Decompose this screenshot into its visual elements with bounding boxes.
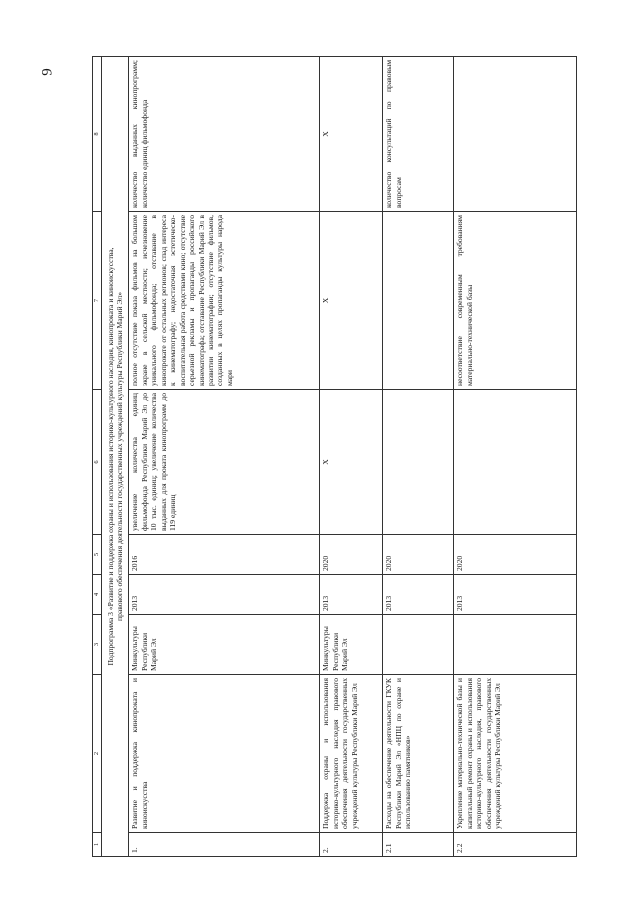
indicator: количество консультаций по правовым вопросам (383, 57, 454, 212)
executor (454, 615, 577, 675)
table-row (454, 57, 577, 857)
end-year: 2020 (383, 535, 454, 575)
start-year: 2013 (454, 575, 577, 615)
col-header-3: 3 (93, 615, 102, 675)
page-number: 9 (39, 68, 56, 76)
indicator: Х (320, 57, 383, 212)
executor: Минкультуры Республики Марий Эл (129, 615, 320, 675)
consequences: несоответствие современным требованиям материально-технической базы (454, 212, 577, 390)
executor (383, 615, 454, 675)
col-header-2: 2 (93, 675, 102, 833)
col-header-8: 8 (93, 57, 102, 212)
row-number: 2.2 (454, 833, 577, 857)
measure-name: Расходы на обеспечение деятельности ГКУК Республики Марий Эл «НПЦ по охране и использованию памятников» (383, 675, 454, 833)
subprogram-row (102, 57, 129, 857)
row-number: 2.1 (383, 833, 454, 857)
end-year: 2020 (320, 535, 383, 575)
consequences: Х (320, 212, 383, 390)
executor: Минкультуры Республики Марий Эл (320, 615, 383, 675)
col-header-5: 5 (93, 535, 102, 575)
column-number-row (93, 57, 102, 857)
subprogram-title (102, 57, 129, 857)
col-header-7: 7 (93, 212, 102, 390)
end-year: 2016 (129, 535, 320, 575)
table-row (129, 57, 320, 857)
expected-result: Х (320, 390, 383, 535)
table-row (320, 57, 383, 857)
expected-result (383, 390, 454, 535)
col-header-6: 6 (93, 390, 102, 535)
program-table (92, 56, 577, 857)
row-number: 1. (129, 833, 320, 857)
start-year: 2013 (129, 575, 320, 615)
consequences (383, 212, 454, 390)
col-header-1: 1 (93, 833, 102, 857)
expected-result: увеличение количества единиц фильмофонда Республики Марий Эл до 10 тыс. единиц; увеличение количества выданных для проката кинопрограмм до 119 единиц (129, 390, 320, 535)
measure-name: Развитие и поддержка кинопроката и киноискусства (129, 675, 320, 833)
expected-result (454, 390, 577, 535)
col-header-4: 4 (93, 575, 102, 615)
measure-name: Укрепление материально-технической базы и капитальный ремонт охраны и использования историко-культурного наследия, правового обеспечения деятельности государственных учреждений культуры Республики Марий Эл (454, 675, 577, 833)
table-row (383, 57, 454, 857)
end-year: 2020 (454, 535, 577, 575)
consequences: полное отсутствие показа фильмов на большом экране в сельской местности; исчезновение уникального фильмофонда; отставание в кинопрокате от остальных регионов; спад интереса к кинематографу; недостаточная эстетическо-воспитательная работа средствами кино; отсутствие серьезной рекламы и пропаганды российского кинематографа; отставание Республики Марий Эл в развитии кинематографии; отсутствие фильмов, созданных в целях пропаганды культуры народа мари (129, 212, 320, 390)
subprogram-title-line1: Подпрограмма 3 «Развитие и поддержка охраны и использования историко-культурного наследия, кинопроката и киноискусства, (105, 247, 115, 666)
rotated-table-container (92, 57, 552, 857)
subprogram-title-line2: правового обеспечения деятельности государственных учреждений культуры Республики Марий Эл» (115, 292, 125, 621)
indicator: количество выданных кинопрограмм; количество единиц фильмофонда (129, 57, 320, 212)
indicator (454, 57, 577, 212)
start-year: 2013 (320, 575, 383, 615)
start-year: 2013 (383, 575, 454, 615)
row-number: 2. (320, 833, 383, 857)
measure-name: Поддержка охраны и использования историко-культурного наследия правового обеспечения деятельности государственных учреждений культуры Республики Марий Эл (320, 675, 383, 833)
